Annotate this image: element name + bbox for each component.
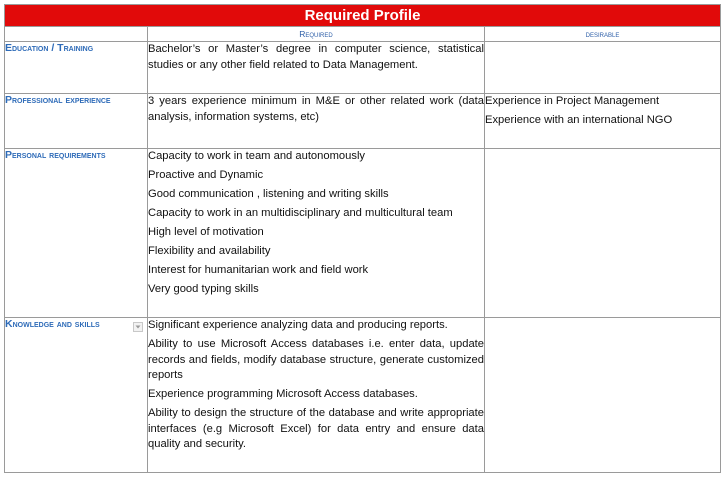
list-item: Significant experience analyzing data and producing reports.	[148, 319, 448, 331]
required-cell	[148, 149, 485, 318]
filter-dropdown-button[interactable]	[133, 322, 143, 332]
desirable-cell	[485, 94, 721, 149]
row-label	[5, 318, 148, 473]
title-row	[5, 5, 721, 27]
required-cell	[148, 42, 485, 94]
list-item: Interest for humanitarian work and field work	[148, 263, 369, 276]
row-label: Professional experience	[5, 94, 148, 149]
desirable-cell	[485, 42, 721, 94]
row-education-training	[5, 42, 721, 94]
row-label: Personal requirements	[5, 149, 148, 318]
list-item: 3 years experience minimum in M&E or other related work (data analysis, information systems, etc)	[148, 95, 484, 123]
row-professional-experience	[5, 94, 721, 149]
header-desirable: desirable	[485, 27, 721, 42]
list-item: Experience programming Microsoft Access databases.	[148, 388, 418, 401]
list-item: Proactive and Dynamic	[148, 168, 264, 181]
list-item: Flexibility and availability	[148, 244, 271, 257]
table-title: Required Profile	[5, 5, 721, 27]
list-item: Experience with an international NGO	[485, 113, 673, 126]
row-label-text: Knowledge and skills	[5, 318, 100, 330]
list-item: Capacity to work in an multidisciplinary and multicultural team	[148, 206, 453, 219]
required-profile-table	[4, 4, 721, 473]
header-row	[5, 27, 721, 42]
row-label: Education / Training	[5, 42, 148, 94]
list-item: Bachelor’s or Master’s degree in computer science, statistical studies or any other field related to Data Management.	[148, 43, 484, 71]
header-label-cell	[5, 27, 148, 42]
list-item: Ability to use Microsoft Access databases i.e. enter data, update records and fields, modify database structure, generate customized reports	[148, 337, 484, 382]
chevron-down-icon	[134, 323, 142, 331]
desirable-cell	[485, 318, 721, 473]
list-item: Capacity to work in team and autonomously	[148, 150, 366, 162]
list-item: Very good typing skills	[148, 282, 259, 295]
list-item: Good communication , listening and writing skills	[148, 187, 389, 200]
row-knowledge-and-skills	[5, 318, 721, 473]
header-required: Required	[148, 27, 485, 42]
list-item: High level of motivation	[148, 225, 264, 238]
list-item: Ability to design the structure of the database and write appropriate interfaces (e.g Microsoft Excel) for data entry and ensure data quality and security.	[148, 407, 484, 451]
required-cell	[148, 94, 485, 149]
row-personal-requirements	[5, 149, 721, 318]
desirable-cell	[485, 149, 721, 318]
required-cell	[148, 318, 485, 473]
list-item: Experience in Project Management	[485, 95, 660, 107]
